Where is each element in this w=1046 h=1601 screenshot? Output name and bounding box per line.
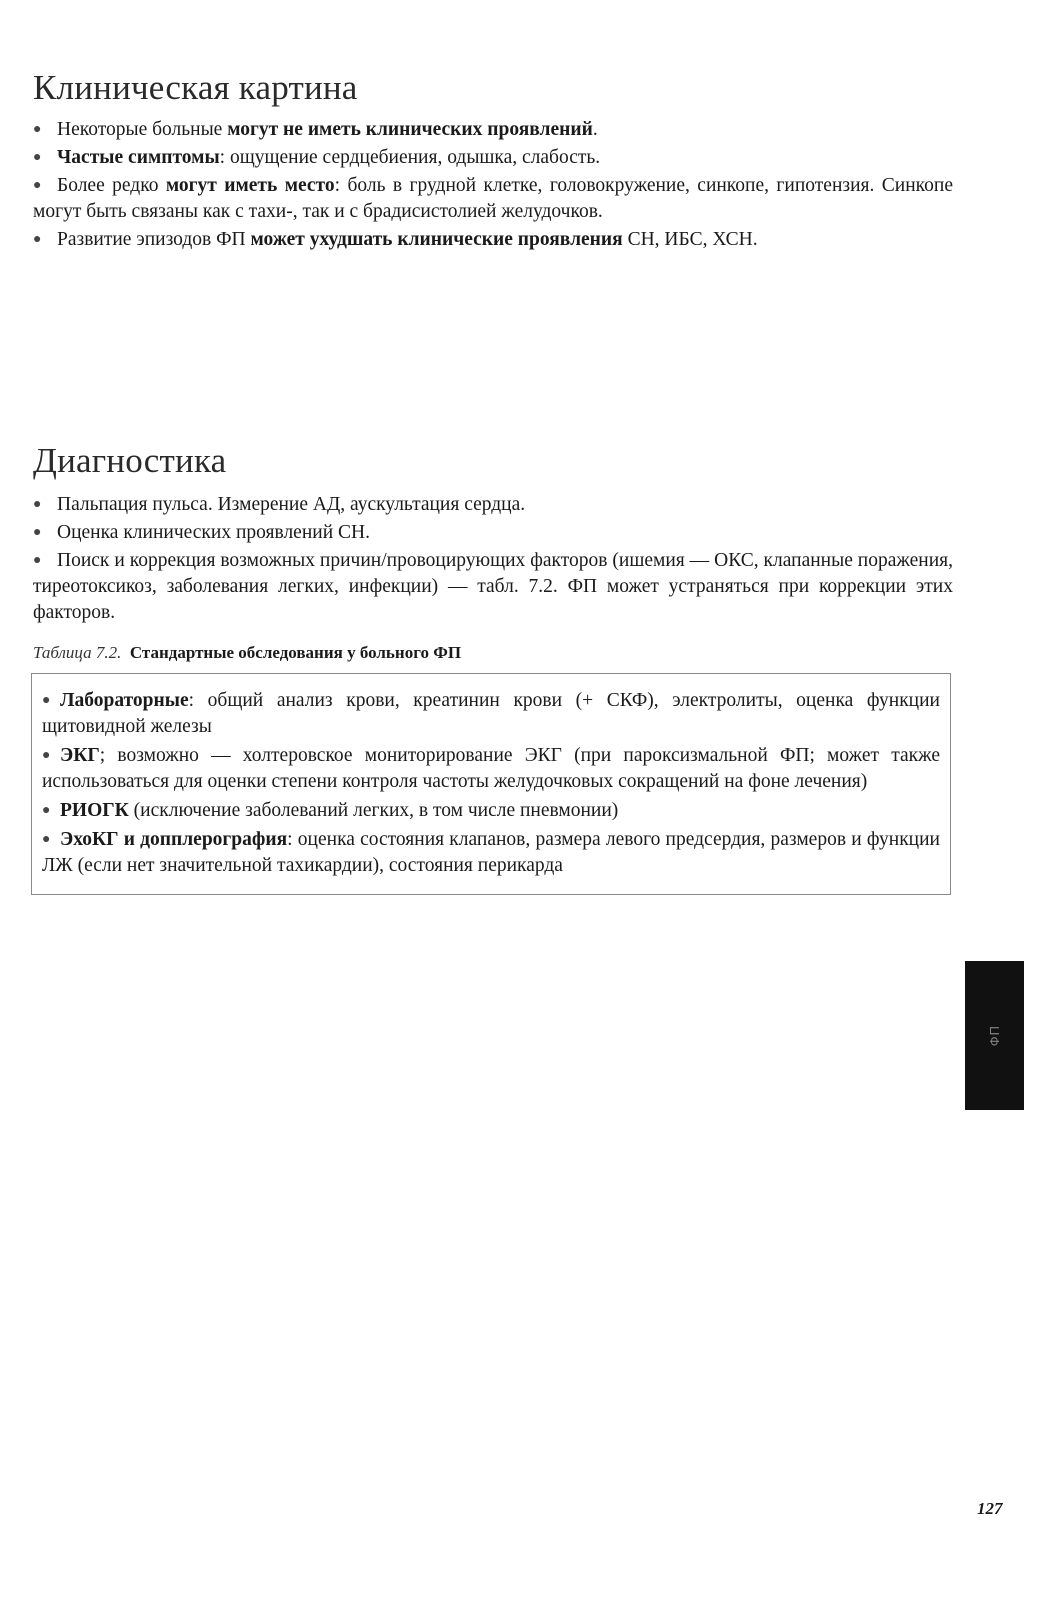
list-item: ● Развитие эпизодов ФП может ухудшать клинические проявления СН, ИБС, ХСН. [33,227,953,253]
table-row: ● ЭхоКГ и допплерография: оценка состояния клапанов, размера левого предсердия, размеров и функции ЛЖ (если нет значительной тахикардии), состояния перикарда [42,829,940,876]
list-item: ● Оценка клинических проявлений СН. [33,520,953,546]
page-number: 127 [977,1499,1003,1518]
bullet-icon: ● [42,832,51,847]
table-list [42,688,940,879]
bullet-icon: ● [33,497,42,512]
table-row: ● Лабораторные: общий анализ крови, креатинин крови (+ СКФ), электролиты, оценка функции щитовидной железы [42,690,940,737]
section-title-diagnostics: Диагностика [33,441,227,480]
clinical-list [33,117,953,255]
bullet-icon: ● [33,178,42,193]
bullet-icon: ● [42,748,51,763]
diagnostics-list [33,492,953,628]
side-tab-label: ФП [987,1024,1002,1047]
bullet-icon: ● [33,525,42,540]
table-row: ● ЭКГ; возможно — холтеровское мониторирование ЭКГ (при пароксизмальной ФП; может также использоваться для оценки степени контроля частоты желудочковых сокращений на фоне лечения) [42,745,940,792]
bullet-icon: ● [33,232,42,247]
table-caption-label: Таблица 7.2. [33,643,122,662]
bullet-icon: ● [42,803,51,818]
bullet-icon: ● [33,553,42,568]
list-item: ● Некоторые больные могут не иметь клинических проявлений. [33,117,953,143]
list-item: ● Поиск и коррекция возможных причин/провоцирующих факторов (ишемия — ОКС, клапанные поражения, тиреотоксикоз, заболевания легких, инфекции) — табл. 7.2. ФП может устраняться при коррекции этих факторов. [33,550,953,623]
chapter-side-tab [965,961,1024,1110]
bullet-icon: ● [33,122,42,137]
table-caption-title: Стандартные обследования у больного ФП [129,643,462,662]
list-item: ● Пальпация пульса. Измерение АД, аускультация сердца. [33,492,953,518]
section-title-clinical: Клиническая картина [33,68,358,107]
list-item: ● Более редко могут иметь место: боль в грудной клетке, головокружение, синкопе, гипотензия. Синкопе могут быть связаны как с тахи-, так и с брадисистолией желудочков. [33,175,953,222]
table-caption [33,643,461,663]
bullet-icon: ● [33,150,42,165]
table-box [31,673,951,895]
bullet-icon: ● [42,693,51,708]
table-row: ● РИОГК (исключение заболеваний легких, в том числе пневмонии) [42,798,940,824]
list-item: ● Частые симптомы: ощущение сердцебиения, одышка, слабость. [33,145,953,171]
